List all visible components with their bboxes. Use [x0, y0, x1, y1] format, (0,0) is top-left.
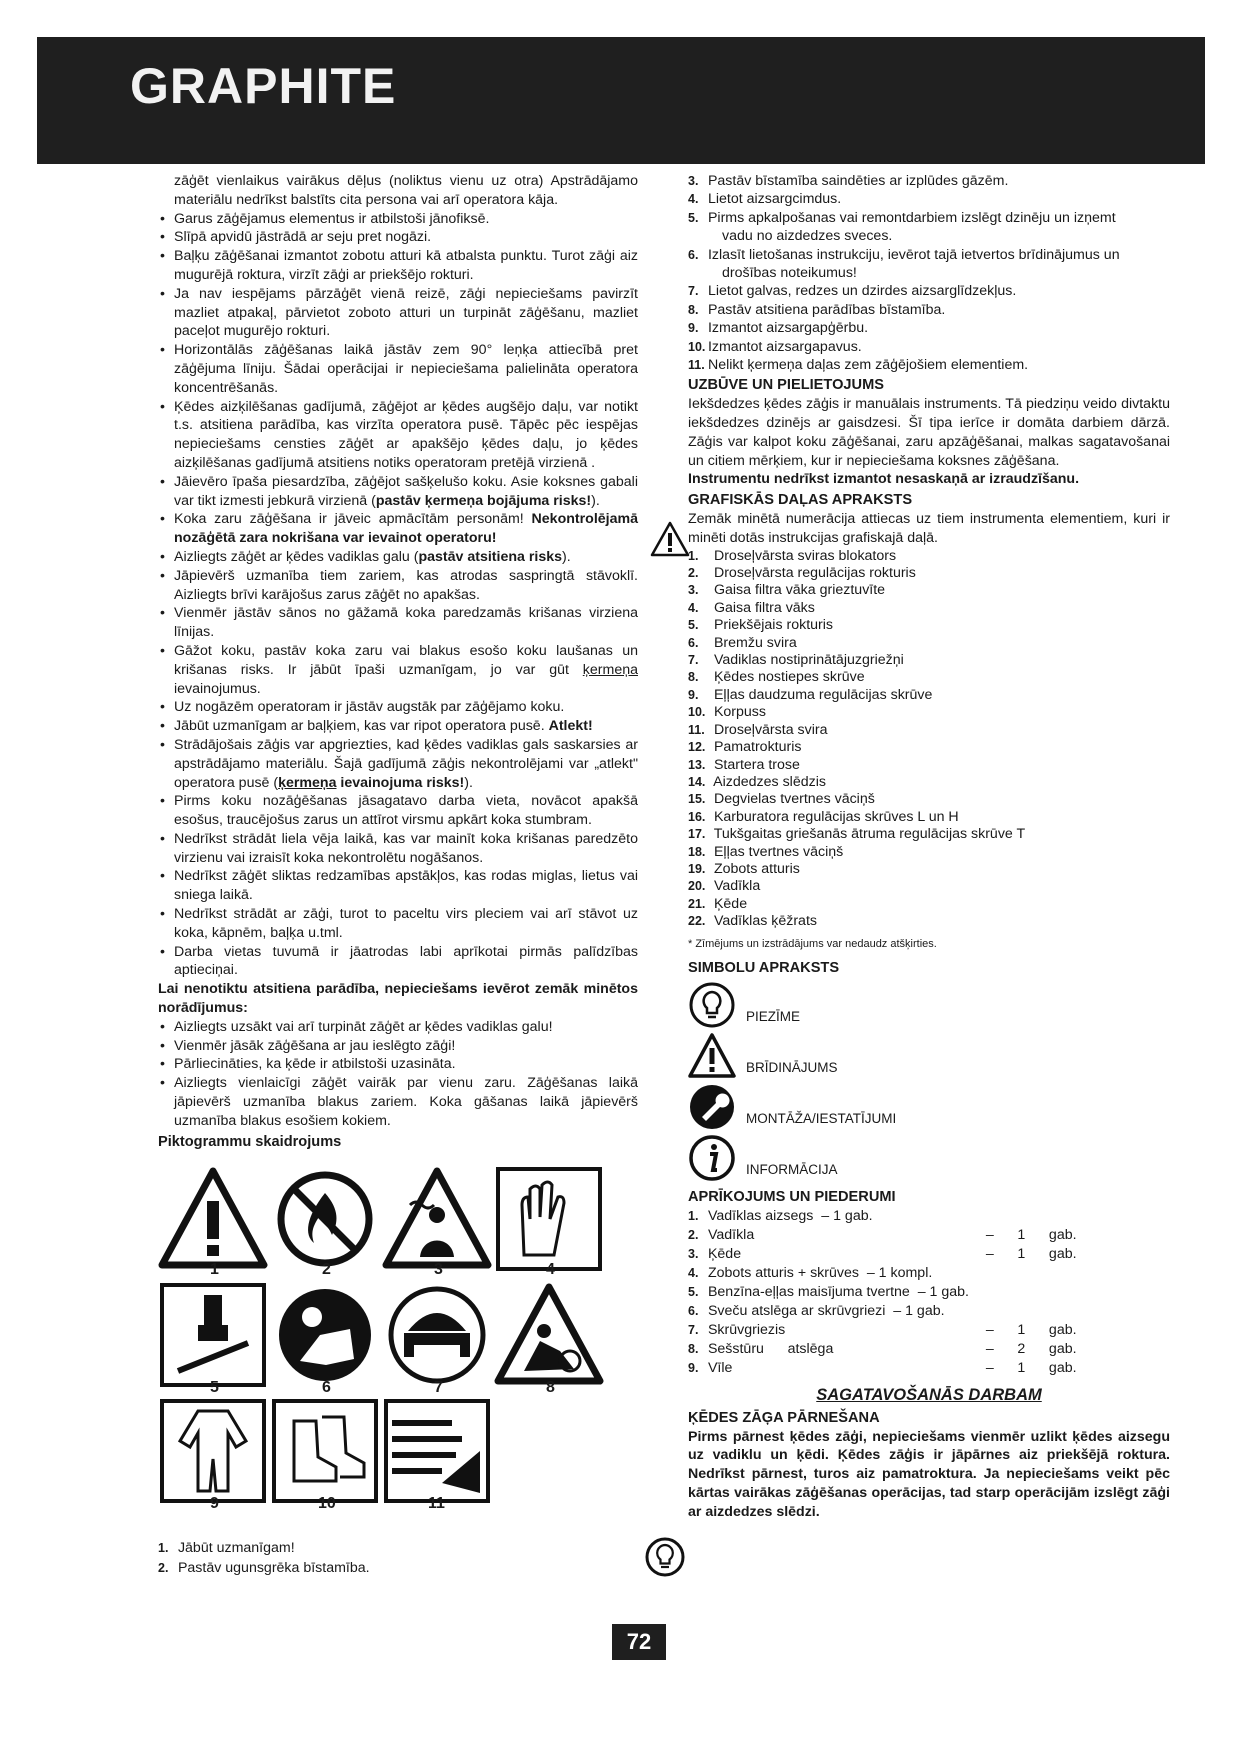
kickback-pictogram — [494, 1281, 604, 1389]
bullet-item: • Ķēdes aizķilēšanas gadījumā, zāģējot ar ķēdes augšējo daļu, var notikt t.s. atsitiena parādība, kas virzīta operatora pusē. Tāpēc pēc iespējas nepieciešams censties zāģēt ar apakšējo ķēdes daļu, jo ķēdes aizķilēšanas gadījumā atsitiens notiks operatoram pretējā virzienā . — [158, 398, 638, 473]
pictogram-list — [158, 1539, 638, 1578]
bullet-item: • Vienmēr jāsāk zāģēšana ar jau ieslēgto zāģi! — [158, 1037, 638, 1056]
protective-clothing-pictogram — [158, 1397, 268, 1505]
pict-label: 9 — [210, 1495, 219, 1513]
bullet-rebound: • Strādājošais zāģis var apgriezties, kad ķēdes vadiklas gals saskarsies ar apstrādājamo materiālu. Šajā gadījumā zāģis nekontrolējami var „atlekt" operatora pusē (ķermeņa ievainojuma risks!). — [158, 736, 638, 792]
symbol-row — [688, 1083, 1170, 1131]
pict-label: 2 — [322, 1261, 331, 1279]
section-title: SAGATAVOŠANĀS DARBAM — [816, 1385, 1042, 1404]
safety-boots-pictogram — [270, 1397, 380, 1505]
warning-pictogram — [158, 1165, 268, 1273]
part-item: 4. Gaisa filtra vāks — [688, 599, 815, 616]
parts-note: * Zīmējums un izstrādājums var nedaudz atšķirties. — [688, 937, 937, 950]
part-item: 17. Tukšgaitas griešanās ātruma regulācijas skrūve T — [688, 826, 1026, 843]
accessory-item: 8. Sešstūru atslēga – 2 gab. — [688, 1340, 1077, 1357]
no-fire-pictogram — [270, 1165, 380, 1273]
bullet-item: • Vienmēr jāstāv sānos no gāžamā koka paredzamās krišanas virziena līnijas. — [158, 604, 638, 642]
bullet-item: • Slīpā apvidū jāstrādā ar seju pret nogāzi. — [158, 228, 638, 247]
part-item: 20. Vadīkla — [688, 878, 761, 895]
pict-label: 10 — [318, 1495, 336, 1513]
symbol-row — [688, 1134, 1170, 1182]
accessory-item: 6. Sveču atslēga ar skrūvgriezi – 1 gab. — [688, 1302, 945, 1319]
symbol-row — [688, 1032, 1170, 1080]
pict-label: 7 — [434, 1379, 443, 1397]
part-item: 11. Droseļvārsta svira — [688, 721, 828, 738]
usage-warning: Instrumentu nedrīkst izmantot nesaskaņā ar izraudzīšanu. — [688, 471, 1080, 488]
pict-label: 5 — [210, 1379, 219, 1397]
pict-label: 11 — [428, 1495, 445, 1513]
part-item: 16. Karburatora regulācijas skrūves L un H — [688, 808, 959, 825]
bullet-item: • Nedrīkst strādāt ar zāģi, turot to paceltu virs pleciem vai arī stāvot uz koka, kāpnēm, baļķa u.tml. — [158, 905, 638, 943]
symbol-label: MONTĀŽA/IESTATĪJUMI — [746, 1111, 897, 1127]
parts-text: Zemāk minētā numerācija attiecas uz tiem instrumenta elementiem, kuri ir minēti dotās instrukcijas grafiskajā daļā. — [688, 511, 1170, 546]
info-icon — [688, 1134, 736, 1182]
bullet-item: • Ja nav iespējams pārzāģēt vienā reizē, zāģi nepieciešams pavirzīt mazliet atpakaļ, pārvietot zoboto atturi un turpināt zāģēšanu, mazliet paceļot mugurējo rokturi. — [158, 285, 638, 341]
part-item: 10. Korpuss — [688, 704, 766, 721]
part-item: 5. Priekšējais rokturis — [688, 617, 834, 634]
bullet-branches: • Koka zaru zāģēšana ir jāveic apmācītām personām! Nekontrolējamā nozāģētā zara nokrišana var ievainot operatoru! — [158, 510, 638, 548]
accessory-item: 1. Vadīklas aizsegs – 1 gab. — [688, 1207, 873, 1224]
pict-label: 1 — [210, 1261, 219, 1279]
bullet-item: • Horizontālās zāģēšanas laikā jāstāv zem 90° leņķa attiecībā pret zāģējuma līniju. Šādai operācijai ir nepieciešama palielināta operatora koncentrēšanās. — [158, 341, 638, 397]
transport-heading: ĶĒDES ZĀĢA PĀRNEŠANA — [688, 1409, 880, 1426]
list-item: 4. Lietot aizsargcimdus. — [688, 191, 842, 208]
bullet-logs: • Jābūt uzmanīgam ar baļķiem, kas var ripot operatora pusē. Atlekt! — [158, 717, 638, 736]
list-item: 2. Pastāv ugunsgrēka bīstamība. — [158, 1560, 370, 1577]
accessory-item: 3. Ķēde – 1 gab. — [688, 1245, 1077, 1262]
wrench-icon — [688, 1083, 736, 1131]
accessory-item: 9. Vīle – 1 gab. — [688, 1359, 1077, 1376]
bullet-bar-tip: • Aizliegts zāģēt ar ķēdes vadiklas galu (pastāv atsitiena risks). — [158, 548, 638, 567]
bullet-item: • Baļķu zāģēšanai izmantot zobotu atturi kā atbalsta punktu. Turot zāģi aiz mugurējā roktura, virzīt zāģi ar priekšējo rokturi. — [158, 247, 638, 285]
part-item: 13. Startera trose — [688, 756, 800, 773]
pict-label: 3 — [434, 1261, 443, 1279]
part-item: 8. Ķēdes nostiepes skrūve — [688, 669, 865, 686]
transport-text: Pirms pārnest ķēdes zāģi, nepieciešams vienmēr uzlikt ķēdes aizsegu uz vadiklu un ķēdi. Ķēdes zāģis ir jāpārnes aiz priekšējā roktura. Nedrīkst pārnest, turos aiz pamatroktura. Ja nepieciešams veikt pēc kārtas vairākas zāģēšanas operācijas, tad starp operācijām izslēgt zāģi ar aizdedzes slēdzi. — [688, 1428, 1170, 1520]
bullet-split-wood: • Jāievēro īpaša piesardzība, zāģējot sašķelušo koku. Asie koksnes gabali var tikt izmesti jebkurā virzienā (pastāv ķermeņa bojājuma risks!). — [158, 473, 638, 511]
pict-label: 8 — [546, 1379, 555, 1397]
intro-text: zāģēt vienlaikus vairākus dēļus (noliktus vienu uz otra) Apstrādājamo materiālu nedrīkst balstīts cita persona vai arī operatora kāja. — [174, 173, 638, 208]
warning-icon — [650, 521, 690, 557]
parts-heading: GRAFISKĀS DAĻAS APRAKSTS — [688, 492, 913, 509]
list-item: 6. Izlasīt lietošanas instrukciju, ievērot tajā ietvertos brīdinājumus un drošības noteikumus! — [688, 246, 1120, 282]
pict-label: 6 — [322, 1379, 331, 1397]
bullet-item: • Nedrīkst zāģēt sliktas redzamības apstākļos, kas rodas miglas, lietus vai sniega laikā. — [158, 867, 638, 905]
part-item: 21. Ķēde — [688, 895, 748, 912]
part-item: 19. Zobots atturis — [688, 860, 800, 877]
brand-logo: GRAPHITE — [130, 58, 397, 114]
part-item: 6. Bremžu svira — [688, 634, 797, 651]
kickback-heading: Lai nenotiktu atsitiena parādība, nepieciešams ievērot zemāk minētos norādījumus: — [158, 981, 638, 1017]
list-item: 11. Nelikt ķermeņa daļas zem zāģējošiem elementiem. — [688, 357, 1029, 374]
usage-heading: UZBŪVE UN PIELIETOJUMS — [688, 377, 884, 394]
symbols-heading: SIMBOLU APRAKSTS — [688, 960, 840, 977]
part-item: 12. Pamatrokturis — [688, 739, 802, 756]
list-item: 9. Izmantot aizsargapģērbu. — [688, 320, 869, 337]
bullet-item: • Darba vietas tuvumā ir jāatrodas labi aprīkotai pirmās palīdzības aptieciņai. — [158, 943, 638, 981]
list-item: 3. Pastāv bīstamība saindēties ar izplūdes gāzēm. — [688, 173, 1009, 189]
bullet-item: • Nedrīkst strādāt liela vēja laikā, kas var mainīt koka krišanas paredzēto virzienu vai izraisīt koka nekontrolētu nogāšanos. — [158, 830, 638, 868]
read-manual-pictogram — [270, 1281, 380, 1389]
bullet-item: • Pārliecināties, ka ķēde ir atbilstoši uzasināta. — [158, 1055, 638, 1074]
page-number: 72 — [612, 1624, 666, 1660]
accessory-item: 7. Skrūvgriezis – 1 gab. — [688, 1321, 1077, 1338]
bullet-item: • Aizliegts vienlaicīgi zāģēt vairāk par vienu zaru. Zāģēšanas laikā jāpievērš uzmanība blakus zariem. Koka gāšanas laikā jāpievērš uzmanība blakus esošiem kokiem. — [158, 1074, 638, 1130]
accessories-heading: APRĪKOJUMS UN PIEDERUMI — [688, 1189, 896, 1206]
bullet-item: • Pirms koku nozāģēšanas jāsagatavo darba vieta, novācot apakšā esošus, traucējošus zarus un attīrot virsmu apkārt koka stumbram. — [158, 792, 638, 830]
left-column — [158, 172, 638, 1579]
bullet-felling: • Gāžot koku, pastāv koka zaru vai blakus esošo koku laušanas un krišanas risks. Ir jābūt īpaši uzmanīgam, jo var gūt ķermeņa ievainojumus. — [158, 642, 638, 698]
part-item: 1. Droseļvārsta sviras blokators — [688, 547, 897, 564]
pictogram-grid — [158, 1157, 638, 1517]
part-item: 3. Gaisa filtra vāka grieztuvīte — [688, 582, 886, 599]
gloves-pictogram — [494, 1165, 604, 1273]
pictogram-list-continued — [688, 172, 1170, 374]
accessory-item: 5. Benzīna-eļļas maisījuma tvertne – 1 gab. — [688, 1283, 969, 1300]
list-item: 8. Pastāv atsitiena parādības bīstamība. — [688, 301, 946, 318]
list-item: 10. Izmantot aizsargapavus. — [688, 338, 862, 355]
lightbulb-icon — [688, 981, 736, 1029]
part-item: 2. Droseļvārsta regulācijas rokturis — [688, 565, 916, 582]
warning-icon — [688, 1032, 736, 1080]
bullet-slopes: • Uz nogāzēm operatoram ir jāstāv augstāk par zāģējamo koku. — [158, 698, 638, 717]
part-item: 7. Vadiklas nostiprinātājuzgriežņi — [688, 652, 904, 669]
list-item: 1. Jābūt uzmanīgam! — [158, 1540, 295, 1557]
accessories-list — [688, 1207, 1170, 1378]
pictogram-heading: Piktogrammu skaidrojums — [158, 1133, 342, 1150]
bullet-item: • Garus zāģējamus elementus ir atbilstoši jānofiksē. — [158, 210, 638, 229]
part-item: 22. Vadīklas ķēžrats — [688, 913, 817, 930]
pict-label: 4 — [546, 1261, 555, 1279]
right-column — [688, 172, 1170, 1522]
symbol-label: PIEZĪME — [746, 1009, 801, 1025]
part-item: 9. Eļļas daudzuma regulācijas skrūve — [688, 686, 933, 703]
accessory-item: 4. Zobots atturis + skrūves – 1 kompl. — [688, 1264, 933, 1281]
bullet-item: • Jāpievērš uzmanība tiem zariem, kas atrodas saspringtā stāvoklī. Aizliegts brīvi karājošus zarus zāģēt no apakšas. — [158, 567, 638, 605]
symbol-row — [688, 981, 1170, 1029]
list-item: 5. Pirms apkalpošanas vai remontdarbiem izslēgt dzinēju un izņemt vadu no aizdedzes sveces. — [688, 209, 1116, 245]
spark-plug-pictogram — [158, 1281, 268, 1389]
part-item: 15. Degvielas tvertnes vāciņš — [688, 791, 875, 808]
part-item: 18. Eļļas tvertnes vāciņš — [688, 843, 844, 860]
part-item: 14. Aizdedzes slēdzis — [688, 773, 826, 790]
bullet-item: • Aizliegts uzsākt vai arī turpināt zāģēt ar ķēdes vadiklas galu! — [158, 1018, 638, 1037]
head-protection-pictogram — [382, 1281, 492, 1389]
lightbulb-icon — [644, 1536, 686, 1578]
toxic-fumes-pictogram — [382, 1165, 492, 1273]
symbol-label: BRĪDINĀJUMS — [746, 1060, 838, 1076]
accessory-item: 2. Vadīkla – 1 gab. — [688, 1226, 1077, 1243]
symbol-label: INFORMĀCIJA — [746, 1162, 838, 1178]
parts-list — [688, 548, 1170, 931]
usage-text: Iekšdedzes ķēdes zāģis ir manuālais instruments. Tā piedziņu veido divtaktu iekšdedzes dzinējs ar gaisdzesi. Šī tipa ierīce ir domāta darbiem dārzā. Zāģis var kalpot koku zāģēšanai, zaru apzāģēšanai, malkas sagatavošanai un citiem mērķiem, kur ir nepieciešama koksnes zāģēšana. — [688, 396, 1170, 469]
keep-hands-away-pictogram — [382, 1397, 492, 1505]
list-item: 7. Lietot galvas, redzes un dzirdes aizsarglīdzekļus. — [688, 283, 1017, 300]
